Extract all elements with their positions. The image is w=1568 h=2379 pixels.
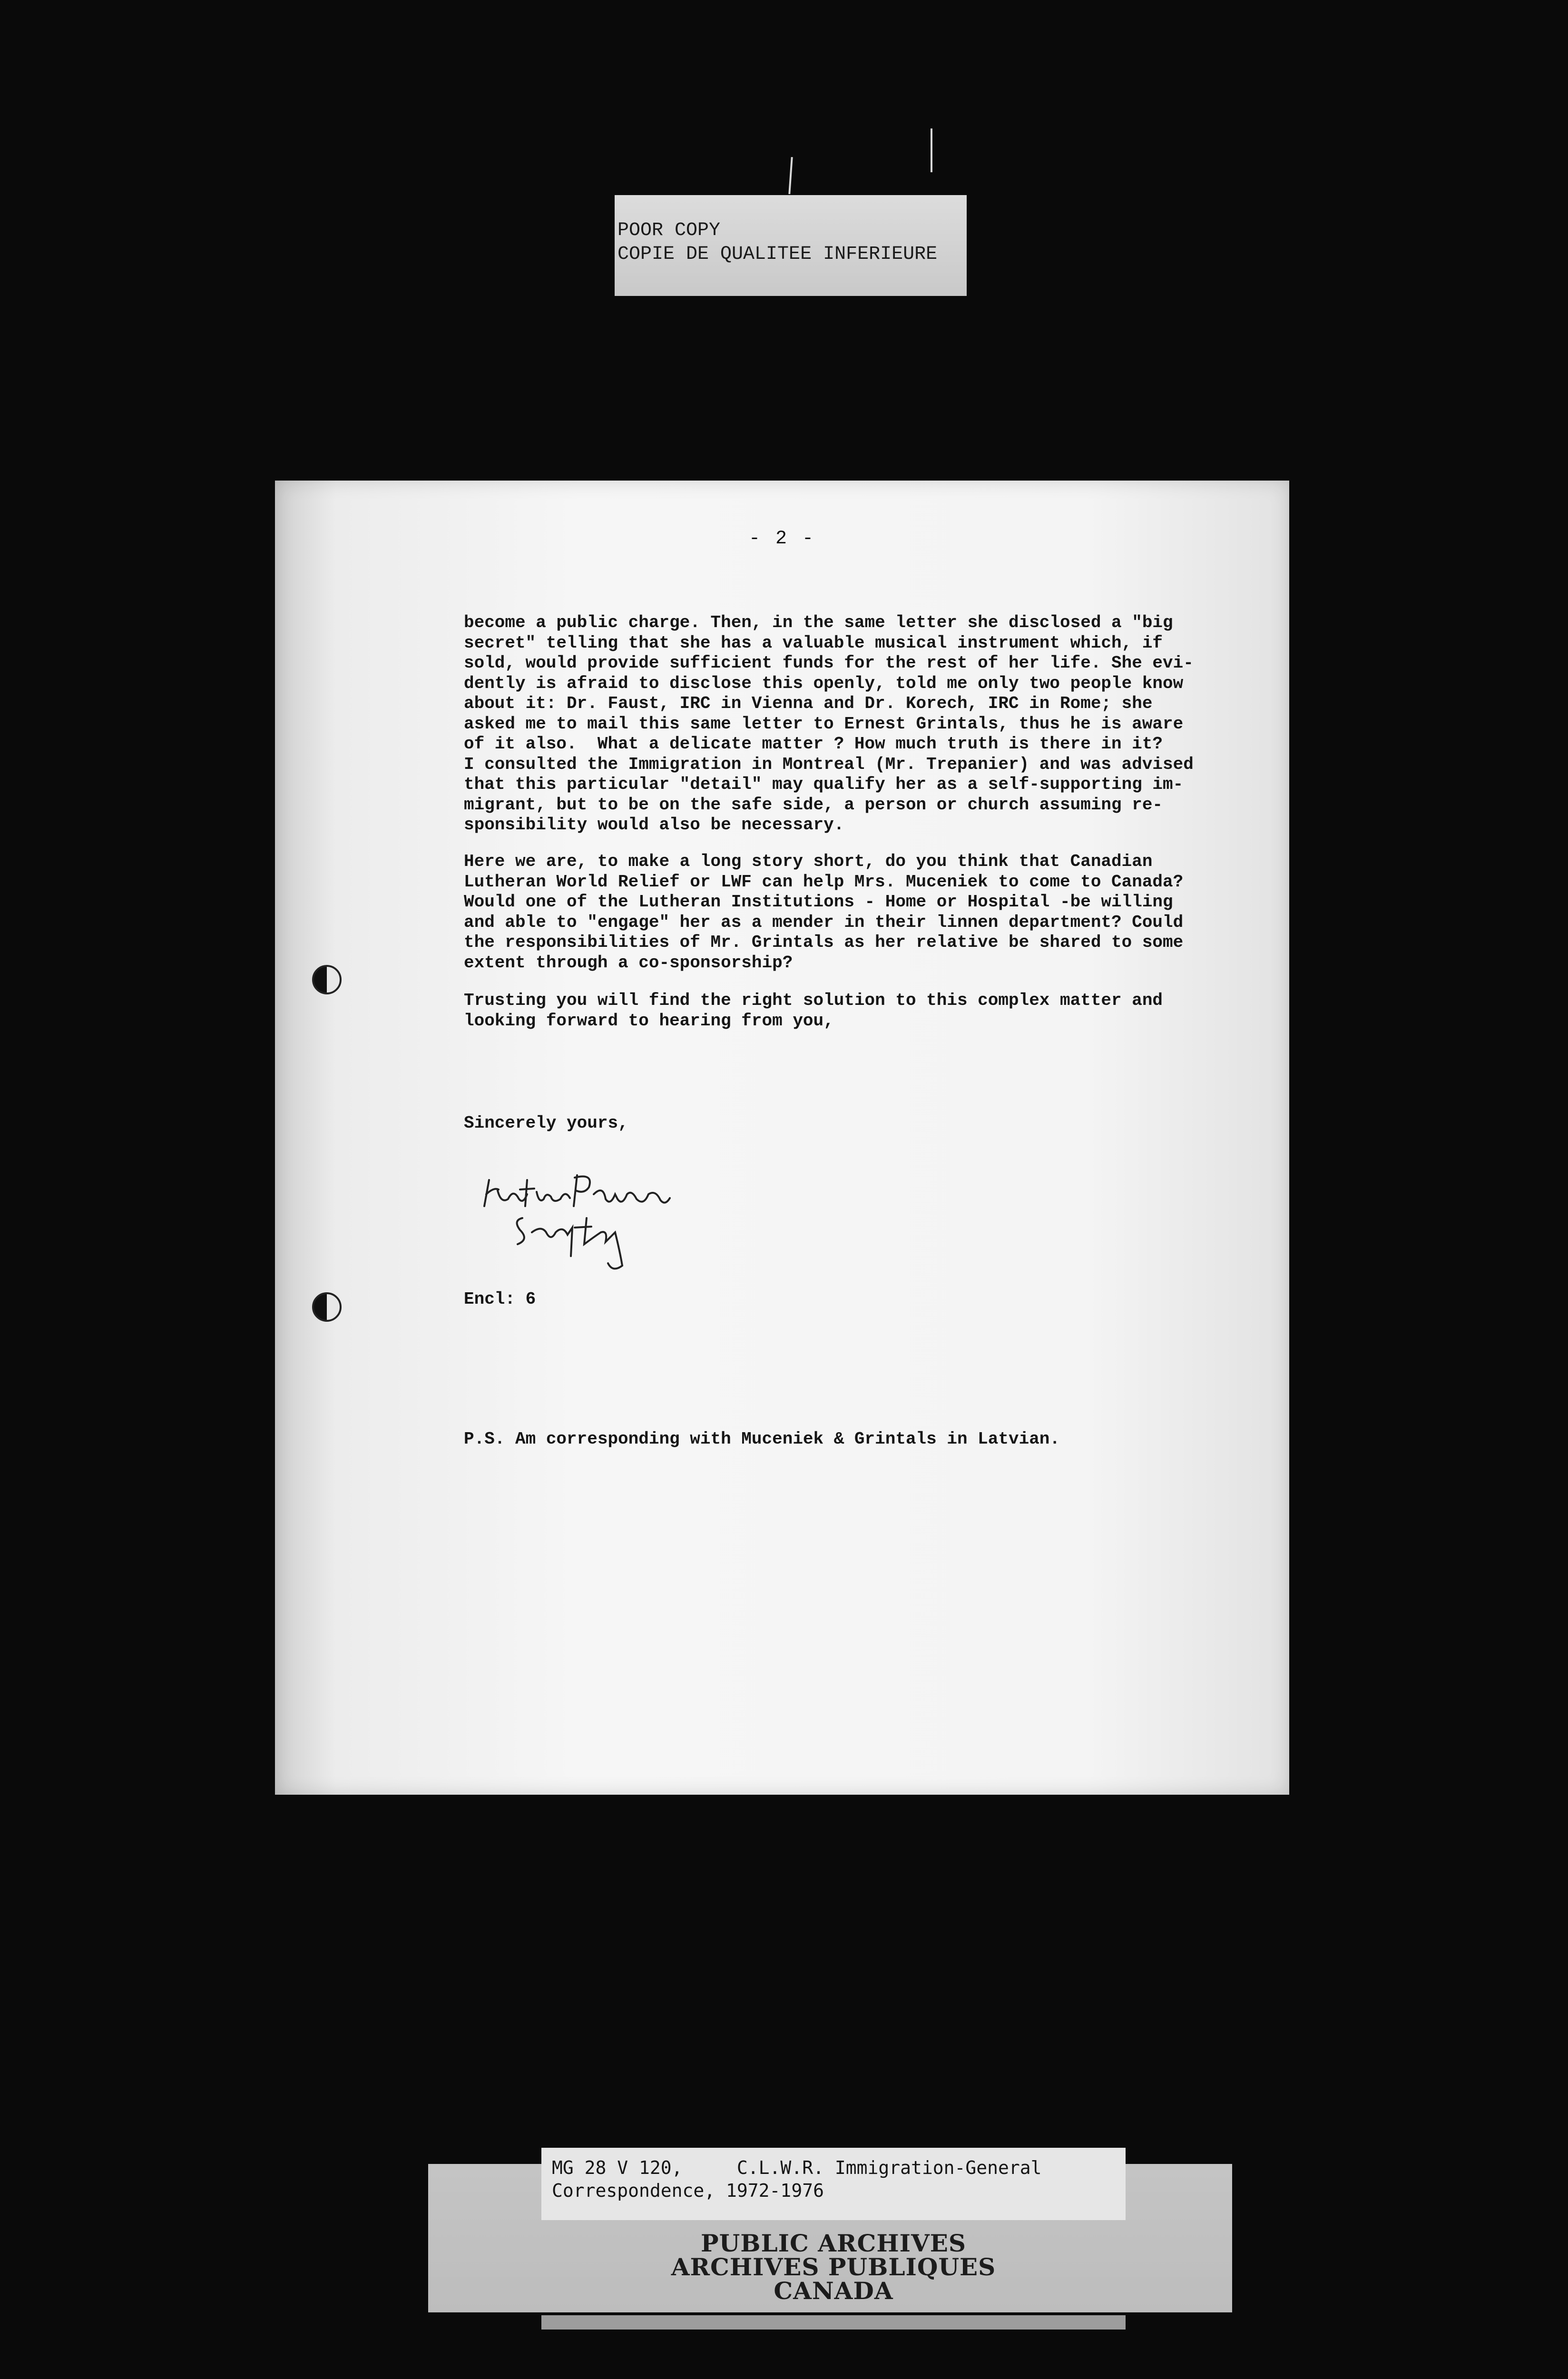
handwritten-signature [480, 1161, 679, 1275]
archive-stamp-line2: ARCHIVES PUBLIQUES [671, 2253, 996, 2281]
archive-reference-slip [541, 2148, 1126, 2220]
letter-page [275, 481, 1289, 1795]
archive-stamp [541, 2229, 1126, 2305]
film-scratch-mark [788, 157, 793, 194]
punch-hole [312, 1292, 342, 1322]
archive-label-strip [541, 2315, 1126, 2330]
archive-reference-line2: Correspondence, 1972-1976 [552, 2180, 824, 2201]
poor-copy-label-line2: COPIE DE QUALITEE INFERIEURE [617, 244, 938, 265]
letter-paragraph: Trusting you will find the right solution to this complex matter and looking forward to hearing from you, [464, 991, 1163, 1031]
letter-paragraph: become a public charge. Then, in the same letter she disclosed a "big secret" telling that she has a valuable musical instrument which, if sold, would provide sufficient funds for the rest of her life. She evi- dently is afraid to disclose this openly, told me only two people know about it: Dr. Faust, IRC in Vienna and Dr. Korech, IRC in Rome; she asked me to mail this same letter to Ernest Grintals, thus he is aware of it also. What a delicate matter ? How much truth is there in it? I consulted the Immigration in Montreal (Mr. Trepanier) and was advised that this particular "detail" may qualify her as a self-supporting im- migrant, but to be on the safe side, a person or church assuming re- sponsibility would also be necessary. [464, 613, 1194, 835]
postscript: P.S. Am corresponding with Muceniek & Grintals in Latvian. [464, 1429, 1060, 1449]
poor-copy-label [615, 195, 967, 296]
film-scratch-mark [931, 128, 932, 172]
archive-stamp-line1: PUBLIC ARCHIVES [701, 2229, 966, 2257]
letter-closing: Sincerely yours, [464, 1113, 628, 1133]
page-number: - 2 - [748, 528, 816, 550]
archive-stamp-line3: CANADA [774, 2277, 893, 2305]
letter-paragraph: Here we are, to make a long story short, do you think that Canadian Lutheran World Relief or LWF can help Mrs. Muceniek to come to Canada? Would one of the Lutheran Institutions - Home or Hospital -be willing and able to "engage" her as a mender in their linnen department? Could the responsibilities of Mr. Grintals as her relative be shared to some extent through a co-sponsorship? [464, 852, 1184, 973]
archive-reference-line1: MG 28 V 120, C.L.W.R. Immigration-General [552, 2157, 1042, 2178]
punch-hole [312, 965, 342, 994]
enclosure-note: Encl: 6 [464, 1289, 536, 1309]
poor-copy-label-line1: POOR COPY [617, 220, 721, 241]
